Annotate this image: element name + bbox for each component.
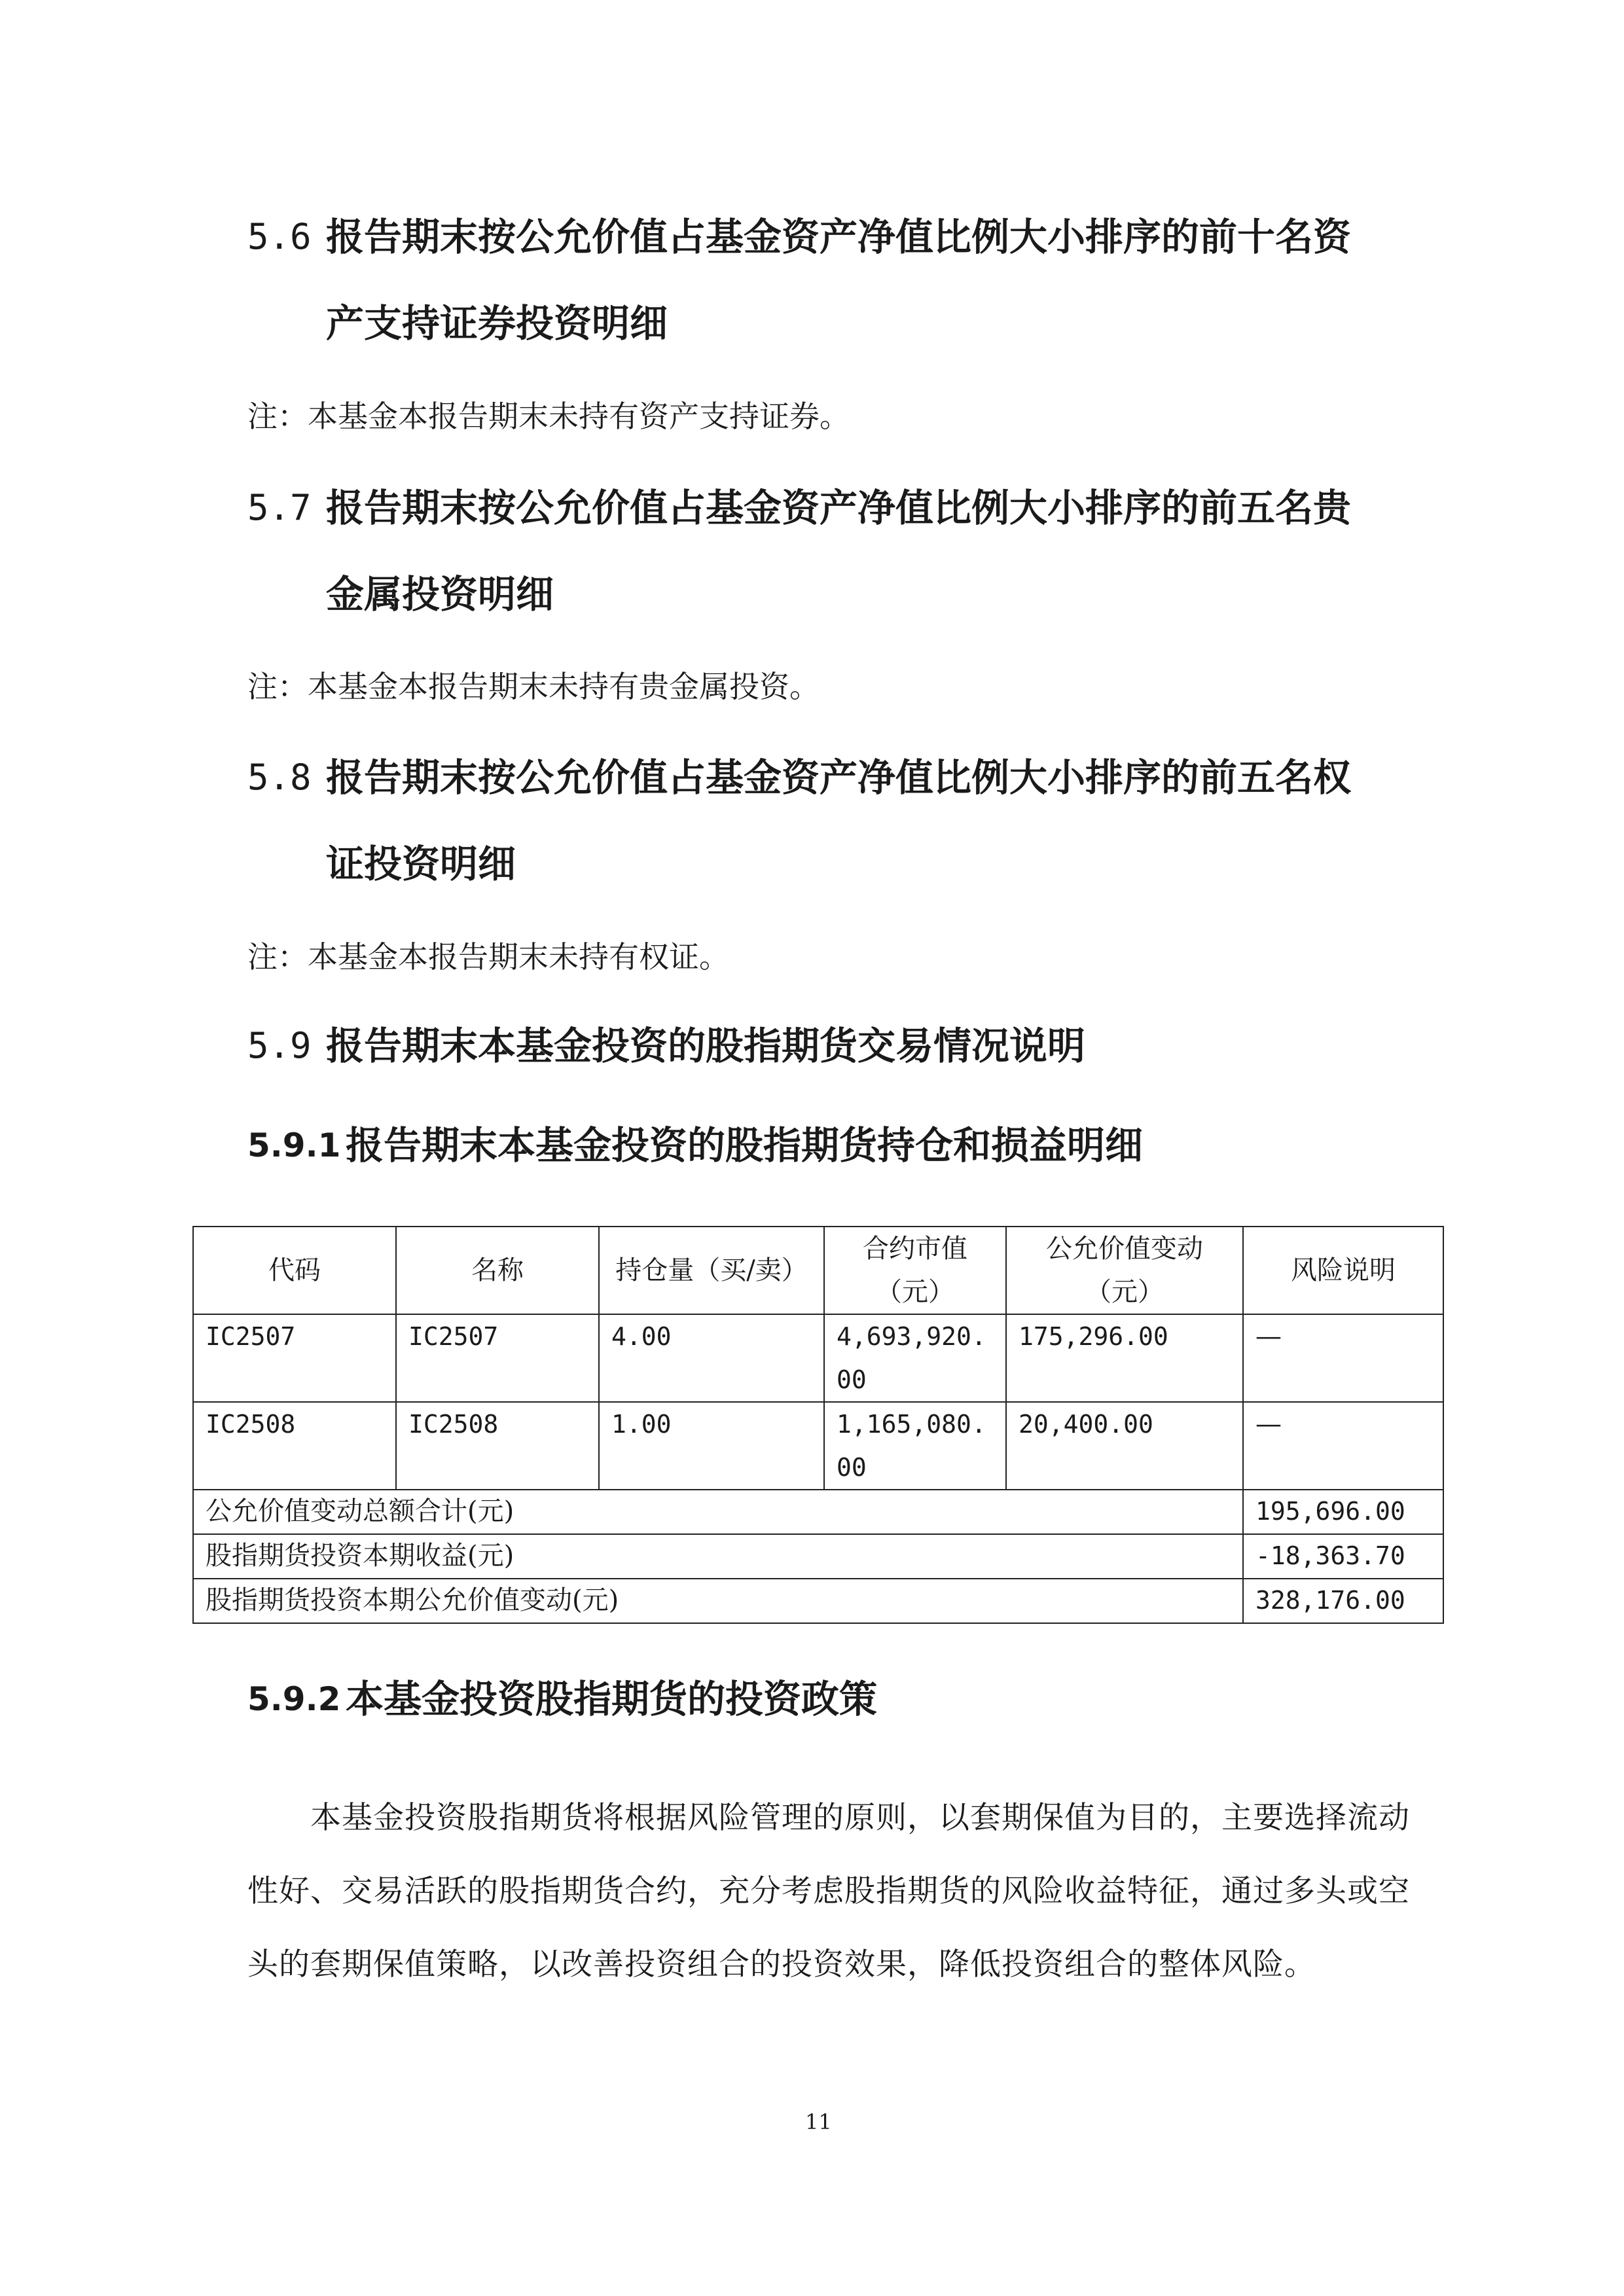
cell-market-value: 1,165,080.00 xyxy=(824,1402,1006,1490)
subsection-number: 5.9.1 xyxy=(247,1126,341,1164)
summary-row xyxy=(193,1579,1443,1623)
section-heading: 报告期末本基金投资的股指期货交易情况说明 xyxy=(326,1024,1086,1068)
cell-position: 4.00 xyxy=(599,1314,824,1402)
page-number: 11 xyxy=(805,2109,832,2134)
summary-label: 公允价值变动总额合计(元) xyxy=(193,1490,1243,1534)
header-cell: 风险说明 xyxy=(1243,1227,1443,1314)
cell-name: IC2507 xyxy=(396,1314,599,1402)
cell-position: 1.00 xyxy=(599,1402,824,1490)
table-header-row xyxy=(193,1227,1443,1314)
summary-row xyxy=(193,1490,1443,1534)
cell-name: IC2508 xyxy=(396,1402,599,1490)
summary-row xyxy=(193,1534,1443,1579)
section-heading-cont: 金属投资明细 xyxy=(326,572,554,617)
section-note: 注：本基金本报告期末未持有贵金属投资。 xyxy=(247,669,820,704)
cell-market-value: 4,693,920.00 xyxy=(824,1314,1006,1402)
summary-label: 股指期货投资本期收益(元) xyxy=(193,1534,1243,1579)
section-heading-cont: 产支持证券投资明细 xyxy=(326,301,668,346)
header-cell: 公允价值变动（元） xyxy=(1006,1227,1243,1314)
section-number: 5.6 xyxy=(247,216,312,257)
subsection-title: 本基金投资股指期货的投资政策 xyxy=(346,1677,878,1721)
header-cell: 合约市值（元） xyxy=(824,1227,1006,1314)
cell-risk-note: — xyxy=(1243,1402,1443,1490)
header-cell: 名称 xyxy=(396,1227,599,1314)
section-heading: 报告期末按公允价值占基金资产净值比例大小排序的前十名资 xyxy=(326,215,1352,259)
section-number: 5.9 xyxy=(247,1025,312,1066)
summary-value: -18,363.70 xyxy=(1243,1534,1443,1579)
header-cell: 代码 xyxy=(193,1227,396,1314)
cell-risk-note: — xyxy=(1243,1314,1443,1402)
cell-code: IC2507 xyxy=(193,1314,396,1402)
section-heading: 报告期末按公允价值占基金资产净值比例大小排序的前五名贵 xyxy=(326,486,1352,530)
section-heading-cont: 证投资明细 xyxy=(326,842,516,886)
subsection-title: 报告期末本基金投资的股指期货持仓和损益明细 xyxy=(346,1123,1144,1168)
futures-holdings-table xyxy=(192,1226,1444,1624)
policy-paragraph: 本基金投资股指期货将根据风险管理的原则，以套期保值为目的，主要选择流动性好、交易活跃的股指期货合约，充分考虑股指期货的风险收益特征，通过多头或空头的套期保值策略，以改善投资组合的投资效果，降低投资组合的整体风险。 xyxy=(247,1800,1410,1982)
cell-fair-value-change: 175,296.00 xyxy=(1006,1314,1243,1402)
section-number: 5.8 xyxy=(247,757,312,798)
section-note: 注：本基金本报告期末未持有资产支持证券。 xyxy=(247,399,850,434)
table-row xyxy=(193,1314,1443,1402)
cell-code: IC2508 xyxy=(193,1402,396,1490)
header-cell: 持仓量（买/卖） xyxy=(599,1227,824,1314)
section-note: 注：本基金本报告期末未持有权证。 xyxy=(247,939,729,975)
section-number: 5.7 xyxy=(247,487,312,528)
summary-label: 股指期货投资本期公允价值变动(元) xyxy=(193,1579,1243,1623)
cell-fair-value-change: 20,400.00 xyxy=(1006,1402,1243,1490)
section-heading: 报告期末按公允价值占基金资产净值比例大小排序的前五名权 xyxy=(326,755,1352,800)
table-row xyxy=(193,1402,1443,1490)
summary-value: 328,176.00 xyxy=(1243,1579,1443,1623)
subsection-number: 5.9.2 xyxy=(247,1680,341,1718)
summary-value: 195,696.00 xyxy=(1243,1490,1443,1534)
